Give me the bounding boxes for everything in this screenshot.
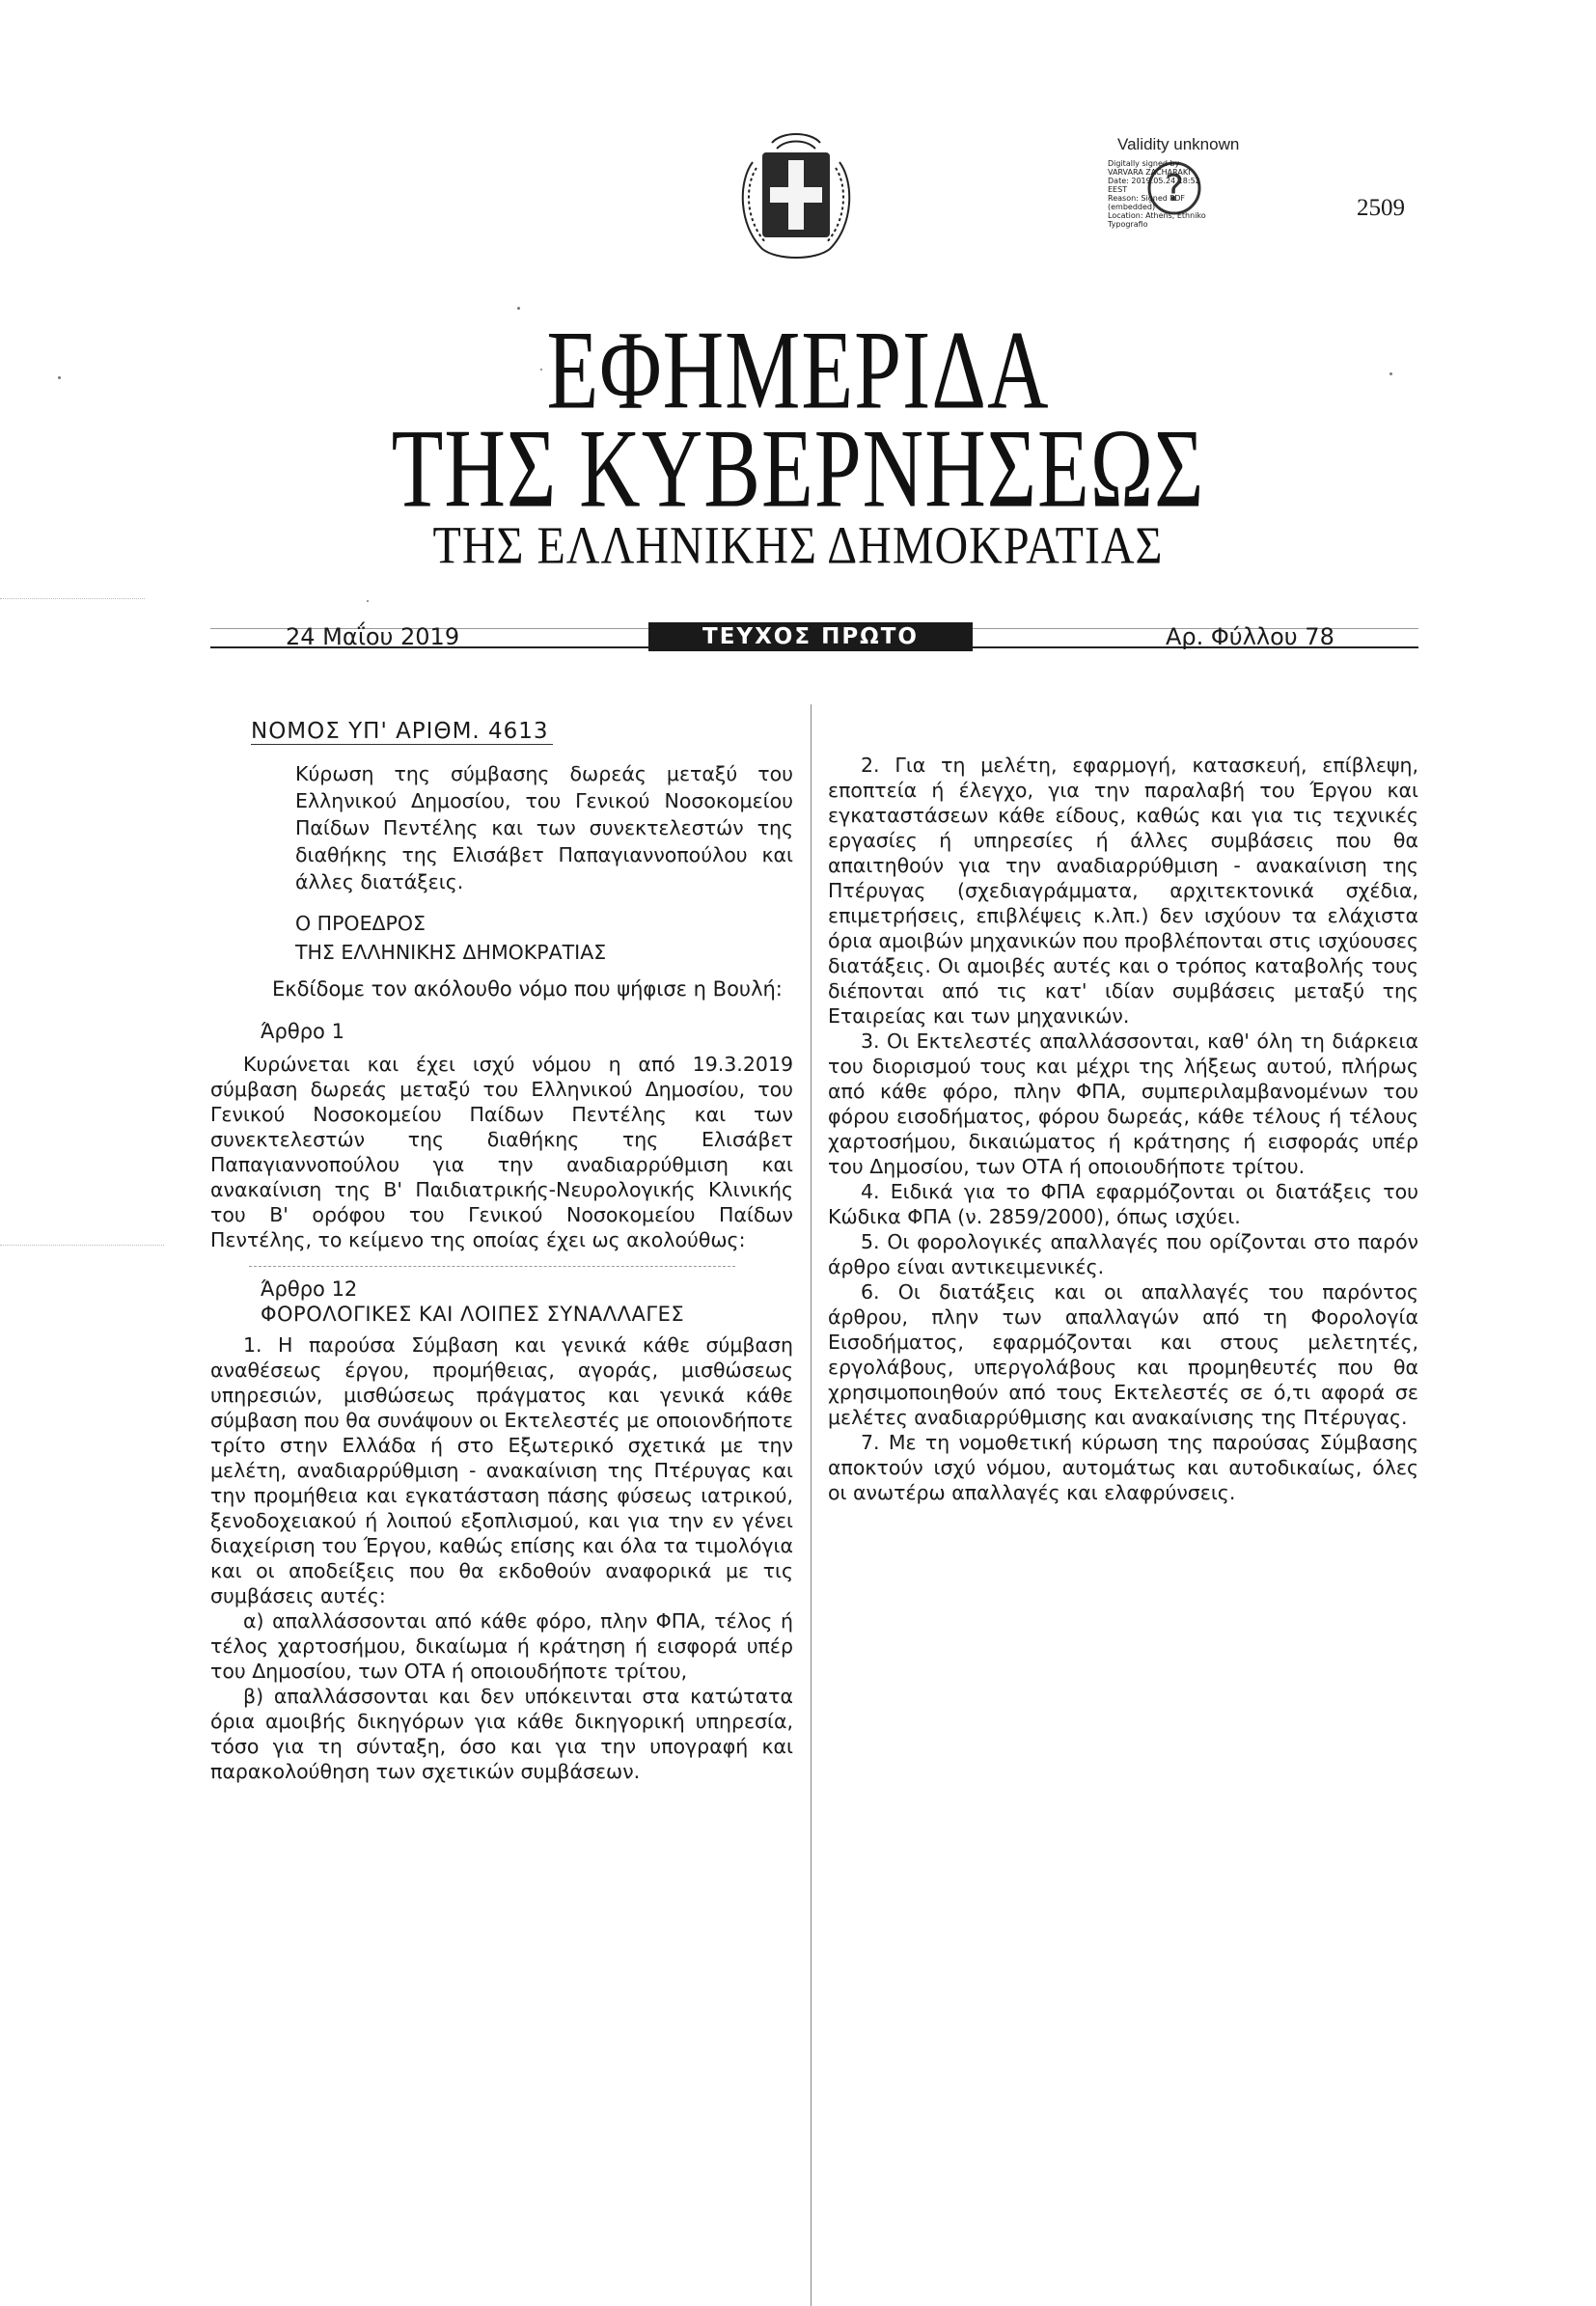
article-12-paragraph-7: 7. Με τη νομοθετική κύρωση της παρούσας Σύμβασης αποκτούν ισχύ νόμου, αυτομάτως και αυτοδικαίως, όλες οι ανωτέρω απαλλαγές και ελαφρύνσεις. (828, 1431, 1418, 1504)
issue-date: 24 Μαΐου 2019 (286, 623, 460, 650)
scan-speck (540, 369, 542, 371)
article-1-heading: Άρθρο 1 (261, 1020, 344, 1043)
left-column (210, 719, 793, 1784)
svg-text:?: ? (1164, 167, 1185, 209)
signature-line: Typografio (1108, 220, 1148, 229)
scan-speck (517, 307, 520, 310)
article-12-paragraph-6: 6. Οι διατάξεις και οι απαλλαγές του παρόντος άρθρου, πλην των απαλλαγών από τη Φορολογία Εισοδήματος, εφαρμόζονται και στους μελετητές, εργολάβους, υπεργολάβους και προμηθευτές που θα χρησιμοποιηθούν από τους Εκτελεστές σε ό,τι αφορά σε μελέτες αναδιαρρύθμισης και ανακαίνισης της Πτέρυγας. (828, 1280, 1418, 1429)
masthead-title-line1: ΕΦΗΜΕΡΙΔΑ (546, 309, 1050, 433)
signature-line: Digitally signed by (1108, 159, 1180, 168)
article-12-heading: Άρθρο 12 (261, 1277, 358, 1301)
article-12-paragraph-4: 4. Ειδικά για το ΦΠΑ εφαρμόζονται οι διατάξεις του Κώδικα ΦΠΑ (ν. 2859/2000), όπως ισχύει. (828, 1180, 1418, 1228)
separator (249, 1252, 735, 1267)
article-12-paragraph-3: 3. Οι Εκτελεστές απαλλάσσονται, καθ' όλη τη διάρκεια του διορισμού τους και μέχρι της λήξεως αυτού, πλήρως από κάθε φόρο, πλην ΦΠΑ, συμπεριλαμβανομένων του φόρου εισοδήματος, φόρου δωρεάς, κάθε τέλους ή τέλους χαρτοσήμου, δικαιώματος ή κράτησης ή εισφοράς υπέρ του Δημοσίου, των ΟΤΑ ή οποιουδήποτε τρίτου. (828, 1029, 1418, 1178)
article-1-text: Κυρώνεται και έχει ισχύ νόμου η από 19.3.2019 σύμβαση δωρεάς μεταξύ του Ελληνικού Δημοσίου, του Γενικού Νοσοκομείου Παίδων Πεντέλης και των συνεκτελεστών της διαθήκης της Ελισάβετ Παπαγιαννοπούλου για την αναδιαρρύθμιση και ανακαίνιση της Β' Παιδιατρικής-Νευρολογικής Κλινικής του Β' ορόφου του Γενικού Νοσοκομείου Παίδων Πεντέλης, το κείμενο της οποίας έχει ως ακολούθως: (210, 1053, 793, 1251)
greek-coat-of-arms-emblem (733, 124, 859, 268)
law-title: ΝΟΜΟΣ ΥΠ' ΑΡΙΘΜ. 4613 (251, 719, 553, 745)
signature-line: VARVARA ZACHARAKI (1108, 168, 1191, 177)
signature-line: Date: 2019.05.24 18:52 (1108, 177, 1200, 185)
signature-line: (embedded) (1108, 203, 1156, 211)
right-column (828, 753, 1418, 1505)
page-number: 2509 (1357, 195, 1405, 221)
article-12-paragraph-a: α) απαλλάσσονται από κάθε φόρο, πλην ΦΠΑ, τέλος ή τέλος χαρτοσήμου, δικαίωμα ή κράτηση ή εισφορά υπέρ του Δημοσίου, των ΟΤΑ ή οποιουδήποτε τρίτου, (210, 1609, 793, 1683)
president-line1: Ο ΠΡΟΕΔΡΟΣ (295, 912, 426, 935)
article-12-paragraph-5: 5. Οι φορολογικές απαλλαγές που ορίζονται στο παρόν άρθρο είναι αντικειμενικές. (828, 1230, 1418, 1278)
enactment-line: Εκδίδομε τον ακόλουθο νόμο που ψήφισε η Βουλή: (272, 977, 783, 1001)
signature-line: Reason: Signed PDF (1108, 194, 1185, 203)
signature-line: Location: Athens, Ethniko (1108, 211, 1206, 220)
signature-line: EEST (1108, 185, 1128, 194)
signature-details (1108, 159, 1262, 229)
law-subject: Κύρωση της σύμβασης δωρεάς μεταξύ του Ελληνικού Δημοσίου, του Γενικού Νοσοκομείου Παίδων Πεντέλης και των συνεκτελεστών της διαθήκης της Ελισάβετ Παπαγιαννοπούλου και άλλες διατάξεις. (295, 762, 793, 893)
article-12-paragraph-2: 2. Για τη μελέτη, εφαρμογή, κατασκευή, επίβλεψη, εποπτεία ή έλεγχο, για την παραλαβή του Έργου και εγκαταστάσεων κάθε είδους, καθώς και για τις τεχνικές εργασίες ή υπηρεσίες ή άλλες συμβάσεις που θα απαιτηθούν για την αναδιαρρύθμιση - ανακαίνιση της Πτέρυγας (σχεδιαγράμματα, αρχιτεκτονικά σχέδια, επιμετρήσεις, επιβλέψεις κ.λπ.) δεν ισχύουν τα ελάχιστα όρια αμοιβών μηχανικών που προβλέπονται στις ισχύουσες διατάξεις. Οι αμοιβές αυτές και ο τρόπος καταβολής τους διέπονται από τις κατ' ιδίαν συμβάσεις μεταξύ της Εταιρείας και των μηχανικών. (828, 754, 1418, 1028)
article-12-paragraph-1: 1. Η παρούσα Σύμβαση και γενικά κάθε σύμβαση αναθέσεως έργου, προμήθειας, αγοράς, μισθώσεως υπηρεσιών, μισθώσεως πράγματος και γενικά κάθε σύμβαση που θα συνάψουν οι Εκτελεστές με οποιονδήποτε τρίτο στην Ελλάδα ή στο Εξωτερικό σχετικά με την μελέτη, αναδιαρρύθμιση - ανακαίνιση της Πτέρυγας και την προμήθεια και εγκατάσταση πάσης φύσεως ιατρικού, ξενοδοχειακού ή λοιπού εξοπλισμού, και για την εν γένει διαχείριση του Έργου, καθώς επίσης και όλα τα τιμολόγια και οι αποδείξεις που θα εκδοθούν αναφορικά με τις συμβάσεις αυτές: (210, 1333, 794, 1607)
scan-speck (367, 600, 369, 602)
scan-artifact-line (0, 598, 145, 600)
issue-sheet-number: Αρ. Φύλλου 78 (1166, 623, 1335, 650)
president-heading (295, 909, 793, 967)
president-line2: ΤΗΣ ΕΛΛΗΝΙΚΗΣ ΔΗΜΟΚΡΑΤΙΑΣ (295, 941, 607, 964)
article-12-paragraph-b: β) απαλλάσσονται και δεν υπόκεινται στα κατώτατα όρια αμοιβής δικηγόρων για κάθε δικηγορική υπηρεσία, τόσο για τη σύνταξη, όσο και για την υπογραφή και παρακολούθηση των σχετικών συμβάσεων. (210, 1685, 793, 1783)
article-12-subheading: ΦΟΡΟΛΟΓΙΚΕΣ ΚΑΙ ΛΟΙΠΕΣ ΣΥΝΑΛΛΑΓΕΣ (261, 1303, 685, 1326)
signature-validity-label: Validity unknown (1117, 135, 1240, 153)
scan-artifact-line (0, 1245, 164, 1247)
masthead-title-line2: ΤΗΣ ΚΥΒΕΡΝΗΣΕΩΣ (391, 407, 1205, 532)
scan-speck (1390, 372, 1392, 375)
scan-speck (58, 376, 61, 379)
issue-type: ΤΕΥΧΟΣ ΠΡΩΤΟ (702, 624, 919, 649)
column-divider (811, 704, 812, 2306)
masthead-subtitle: ΤΗΣ ΕΛΛΗΝΙΚΗΣ ΔΗΜΟΚΡΑΤΙΑΣ (432, 516, 1164, 576)
